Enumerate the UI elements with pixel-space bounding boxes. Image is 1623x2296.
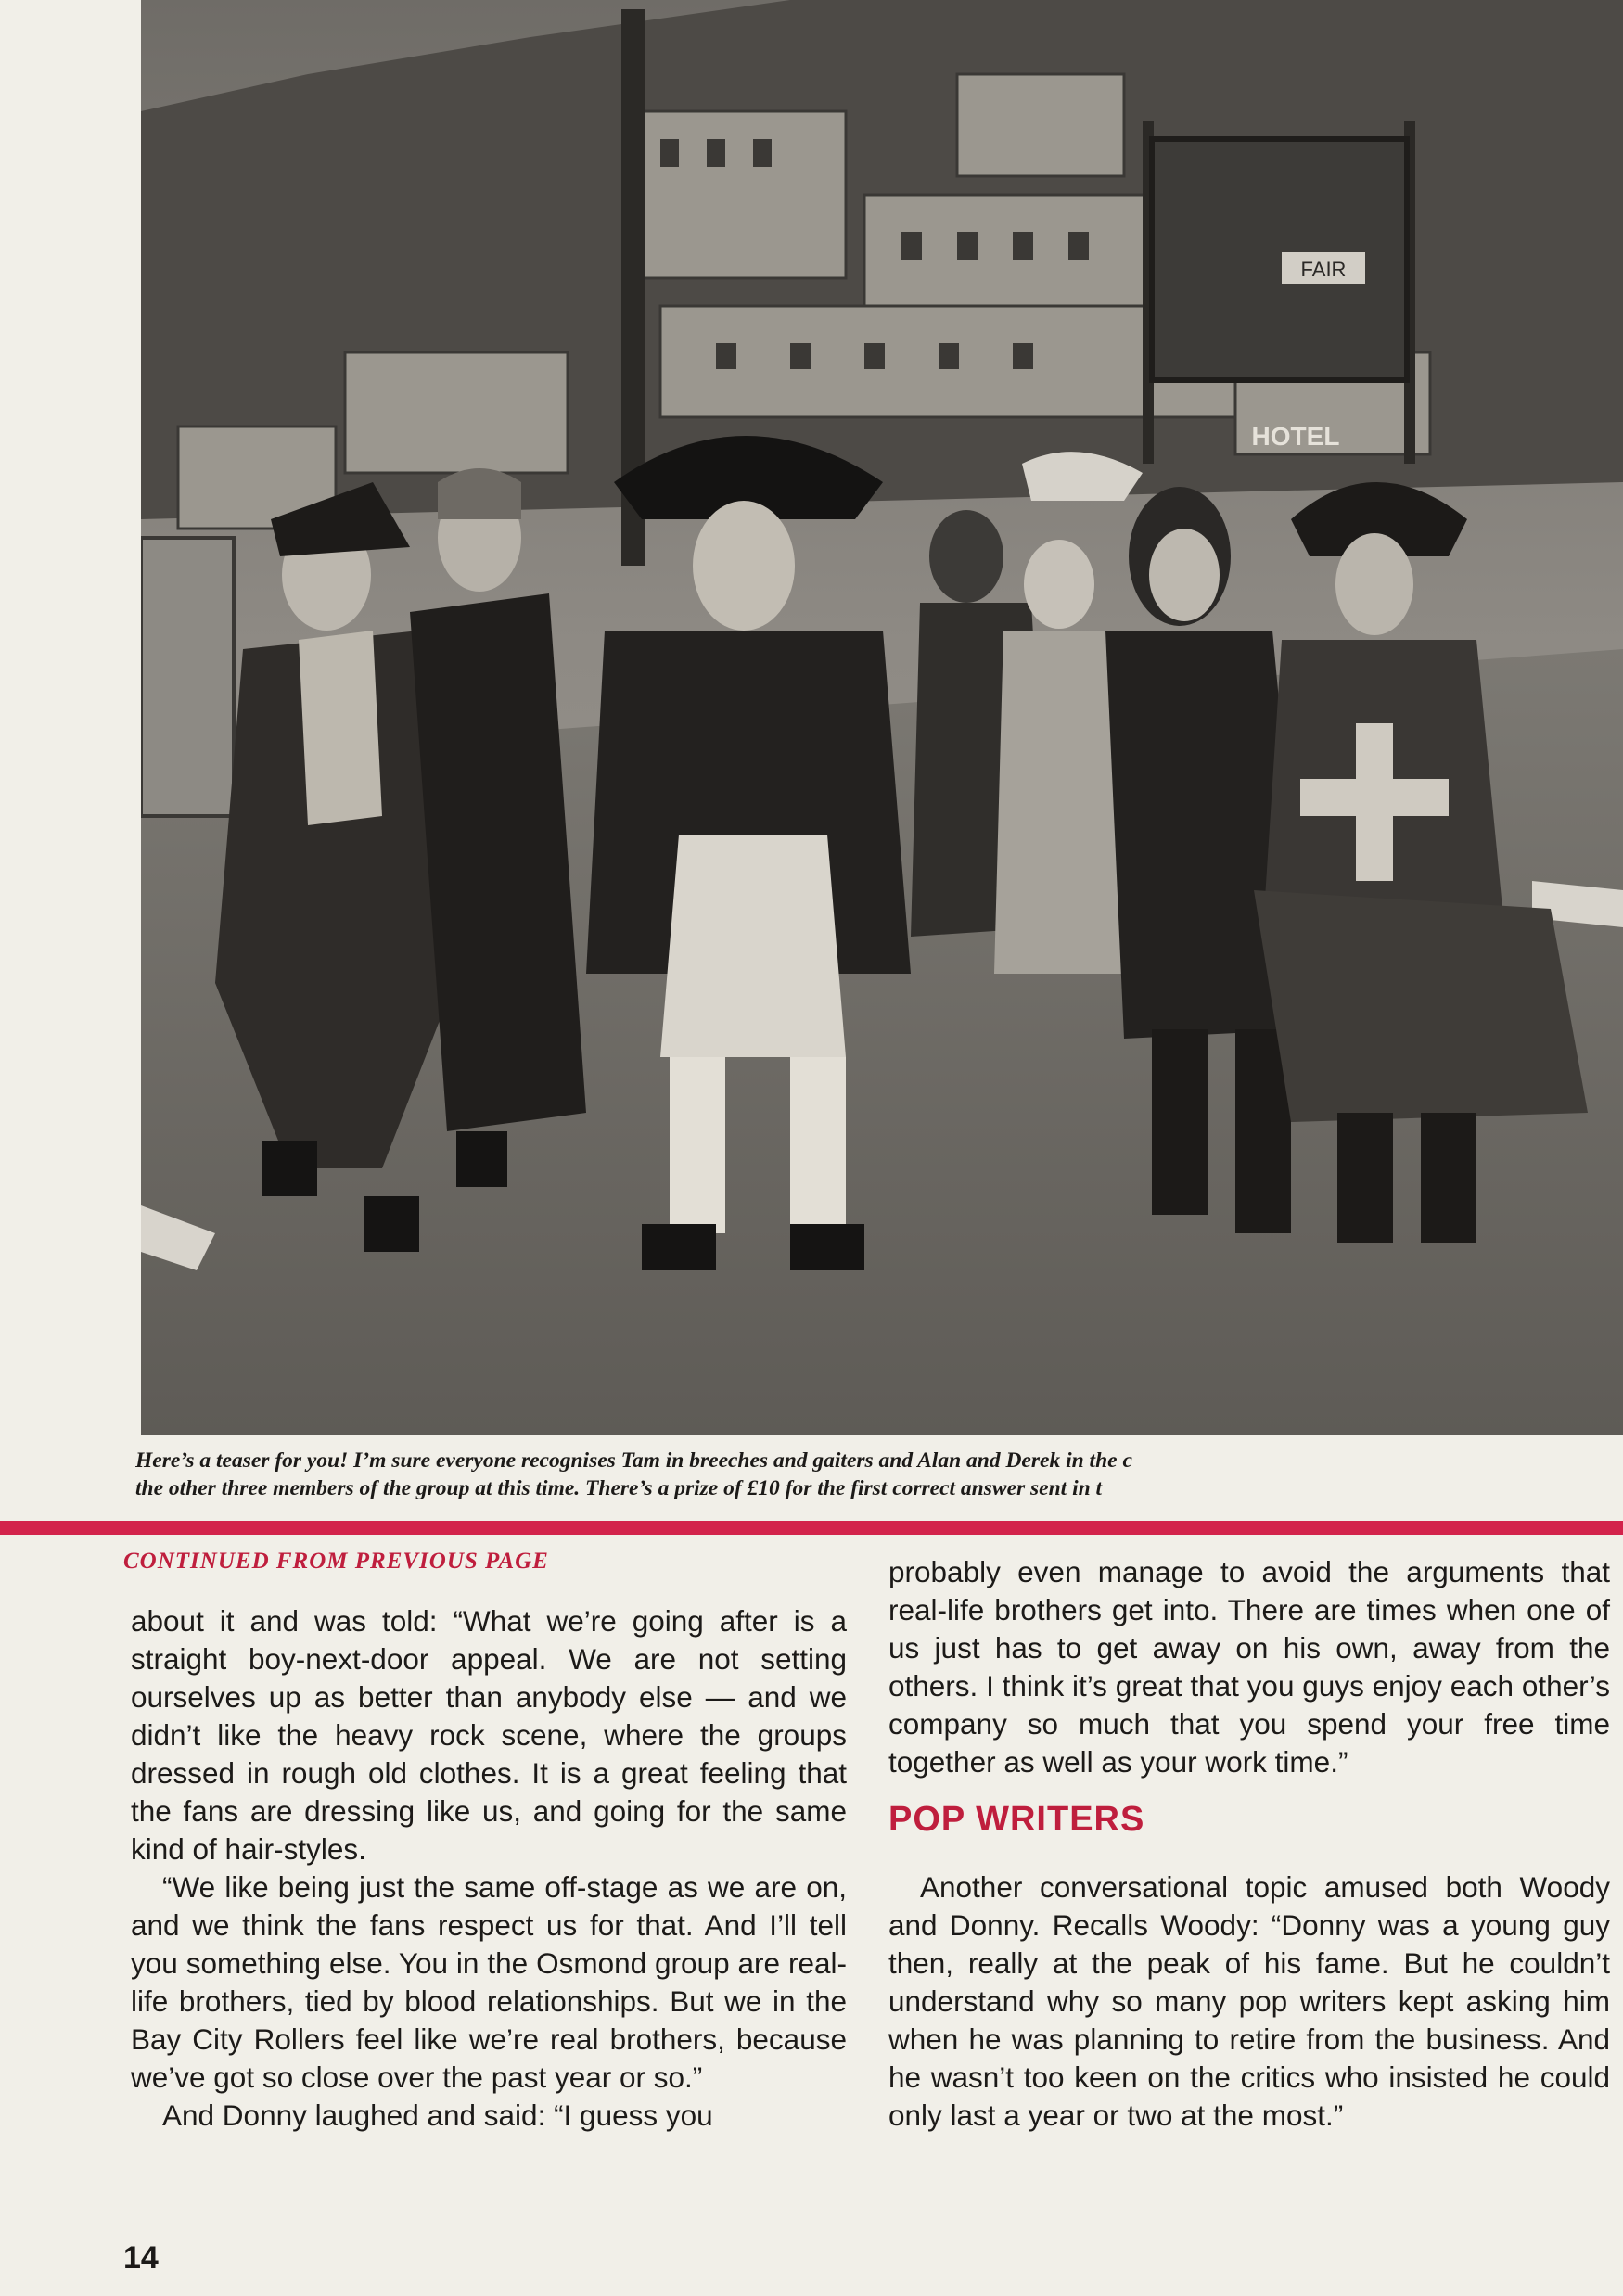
sign-text: FAIR — [1300, 258, 1347, 281]
group-photo — [141, 0, 1623, 1435]
photo-caption — [135, 1447, 1623, 1502]
continued-label: CONTINUED FROM PREVIOUS PAGE — [123, 1549, 549, 1574]
hotel-text: HOTEL — [1251, 422, 1340, 451]
red-divider-rule — [0, 1521, 1623, 1535]
article-column-right — [888, 1553, 1610, 2135]
article-column-left — [131, 1602, 847, 2135]
section-heading: POP WRITERS — [888, 1800, 1145, 1839]
paragraph: probably even manage to avoid the arguments that real-life brothers get into. There are times when one of us just has to get away on his own, away from the others. I think it’s great that you guys enjoy each other’s company so much that you spend your free time together as well as your work time.” — [888, 1555, 1610, 1779]
paragraph: Another conversational topic amused both Woody and Donny. Recalls Woody: “Donny was a young guy then, really at the peak of his fame. But he couldn’t understand why so many pop writers kept asking him when he was planning to retire from the business. And he wasn’t too keen on the critics who insisted he could only last a year or two at the most.” — [888, 1870, 1610, 2132]
paragraph: And Donny laughed and said: “I guess you — [162, 2098, 713, 2132]
paragraph: “We like being just the same off-stage as we are on, and we think the fans respect us for that. And I’ll tell you something else. You in the Osmond group are real-life brothers, tied by blood relationships. But we in the Bay City Rollers feel like we’re real brothers, because we’ve got so close over the past year or so.” — [131, 1870, 847, 2094]
caption-line-2: the other three members of the group at this time. There’s a prize of £10 for the first correct answer sent in t — [135, 1476, 1103, 1500]
caption-line-1: Here’s a teaser for you! I’m sure everyone recognises Tam in breeches and gaiters and Alan and Derek in the c — [135, 1448, 1132, 1473]
paragraph: about it and was told: “What we’re going after is a straight boy-next-door appeal. We are not setting ourselves up as better than anybody else — and we didn’t like the heavy rock scene, where the groups dressed in rough old clothes. It is a great feeling that the fans are dressing like us, and going for the same kind of hair-styles. — [131, 1604, 847, 1866]
group-photo-illustration — [141, 0, 1623, 1435]
page-number: 14 — [123, 2240, 159, 2276]
